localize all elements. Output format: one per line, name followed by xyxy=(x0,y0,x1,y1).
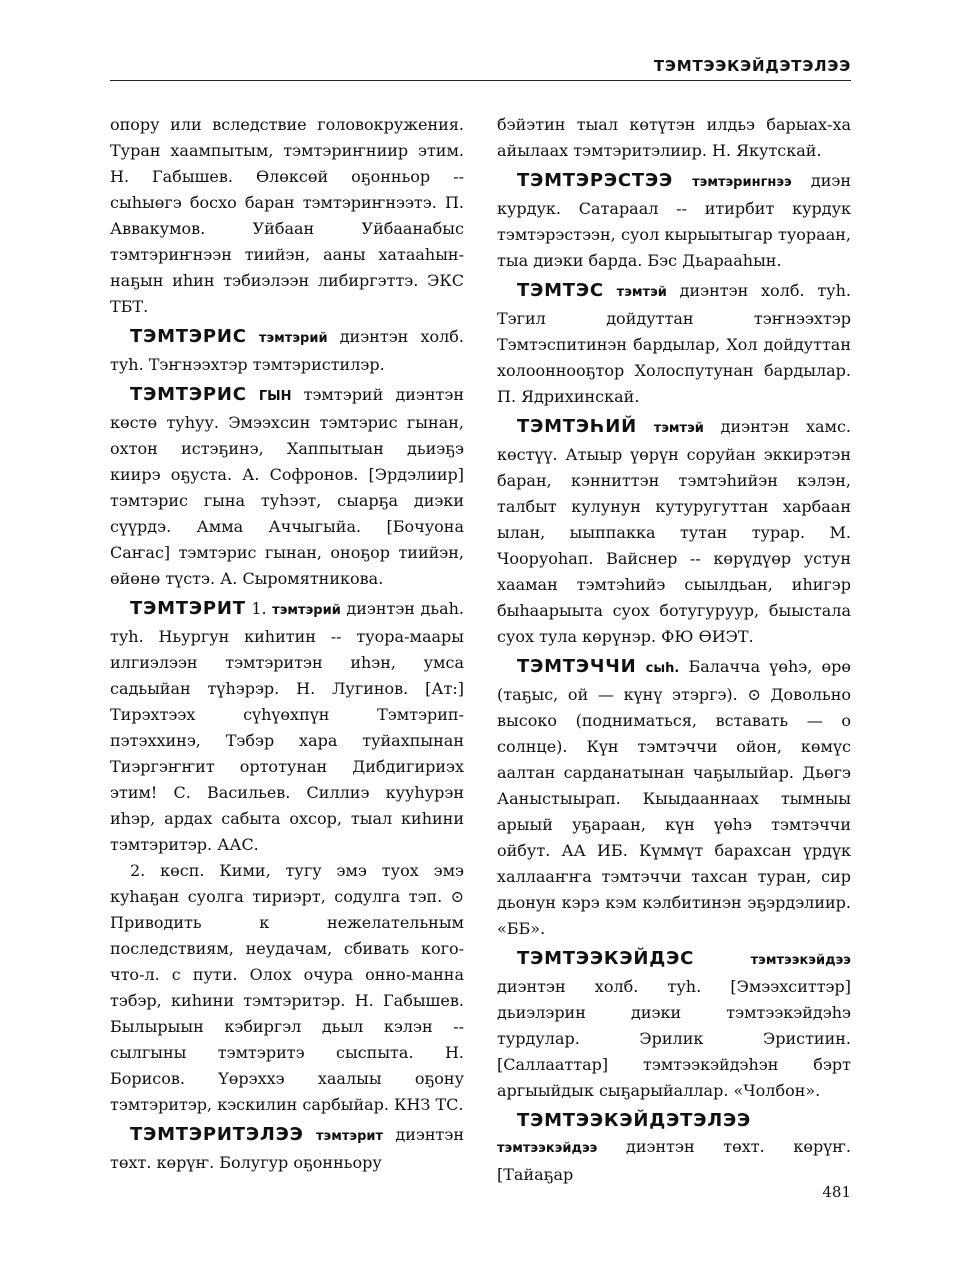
running-head xyxy=(110,56,851,81)
headword: ТЭМТЭРИТ xyxy=(130,598,246,619)
headword: ТЭМТЭЧЧИ xyxy=(517,656,637,677)
base-word: ГЫН xyxy=(258,389,292,404)
entry-temterestee: ТЭМТЭРЭСТЭЭ тэмтэрингнээ диэн курдук. Сатараал -- итирбит курдук тэмтэрэстээн, суол кырыытыгар туораан, тыа диэки барда. Бэс Дьарааһын. xyxy=(497,170,851,270)
entry-temteekeydetelee: ТЭМТЭЭКЭЙДЭТЭЛЭЭ тэмтээкэйдээ диэнтэн төхт. көрүҥ. [Тайаҕар xyxy=(497,1110,851,1184)
headword: ТЭМТЭРЭСТЭЭ xyxy=(517,170,673,191)
running-head-text: ТЭМТЭЭКЭЙДЭТЭЛЭЭ xyxy=(653,57,851,75)
entry-temterit-sense-2: 2. көсп. Кими, тугу эмэ туох эмэ куһаҕан суолга тириэрт, содулга тэп. ⊙ Приводить к нежелательным последствиям, неудачам, сбивать кого-что-л. с пути. Олох очура онно-манна тэбэр, киһини тэмтэритэр. Н. Габышев. Былырыын кэбиргэл дьыл кэлэн -- сылгыны тэмтэритэ сыспыта. Н. Борисов. Үөрэххэ хаалыы оҕону тэмтэритэр, кэскилин сарбыйар. КНЗ ТС. xyxy=(110,861,464,1114)
base-word: тэмтэрит xyxy=(315,1129,384,1144)
base-word: тэмтээкэйдээ xyxy=(750,953,851,968)
page-number: 481 xyxy=(822,1183,851,1201)
entry-temteris-gyn: ТЭМТЭРИС ГЫН тэмтэрий диэнтэн көстө туһуу. Эмээхсин тэмтэрис гынан, охтон истэҕинэ, Хаппытыан дьиэҕэ киирэ оҕуста. А. Софронов. [Эрдэлиир] тэмтэрис гына туһээт, сыарҕа диэки сүүрдэ. Амма Аччыгыйа. [Бочуона Саҥас] тэмтэрис гынан, оноҕор тиийэн, өйөнө түстэ. А. Сыромятникова. xyxy=(110,384,464,588)
entry-temteritelee: ТЭМТЭРИТЭЛЭЭ тэмтэрит диэнтэн төхт. көрүҥ. Болугур оҕонньору xyxy=(110,1124,464,1172)
base-word: тэмтэрингнээ xyxy=(692,175,792,190)
entry-temteekeydes: ТЭМТЭЭКЭЙДЭС тэмтээкэйдээ диэнтэн холб. туһ. [Эмээхситтэр] дьиэлэрин диэки тэмтээкэйдэһэ турдулар. Эрилик Эристиин. [Саллааттар] тэмтээкэйдэһэн бэрт аргыыйдык сыҕарыйаллар. «Чолбон». xyxy=(497,948,851,1100)
base-word: тэмтэй xyxy=(653,421,704,436)
headword: ТЭМТЭРИТЭЛЭЭ xyxy=(130,1124,304,1145)
right-column xyxy=(497,112,851,1188)
entry-temtechchi: ТЭМТЭЧЧИ сыһ. Балачча үөһэ, өрө (таҕыс, ой — күнү этэргэ). ⊙ Довольно высоко (подниматься, вставать — о солнце). Күн тэмтэччи ойон, көмүс аалтан сарданатынан чаҕылыйар. Дьөгэ Ааныстыырап. Кыыдааннаах тымныы арыый уҕараан, күн үөһэ тэмтэччи ойбут. АА ИБ. Күммүт барахсан үрдүк халлааҥҥа тэмтэччи тахсан туран, сир дьонун кэрэ кэм кэлбитинэн эҕэрдэлиир. «ББ». xyxy=(497,656,851,938)
entry-continuation-right: бэйэтин тыал көтүтэн илдьэ барыах-ха айылаах тэмтэритэлиир. Н. Якутскай. xyxy=(497,115,851,160)
entry-temtehiy: ТЭМТЭҺИЙ тэмтэй диэнтэн хамс. көстүү. Атыыр үөрүн соруйан эккирэтэн баран, кэнниттэн тэмтэһийэн кэлэн, талбыт кулунун кутуругуттан харбаан ылан, ыыппакка тутан турар. М. Чооруоһап. Вайснер -- көрүдүөр устун хааман тэмтэһийэ сыылдьан, иһигэр быһаарыыта суох ботугуруур, быыстала суох тула көрүнэр. ФЮ ӨИЭТ. xyxy=(497,416,851,646)
headword: ТЭМТЭЭКЭЙДЭТЭЛЭЭ xyxy=(517,1110,751,1131)
entry-temteris: ТЭМТЭРИС тэмтэрий диэнтэн холб. туһ. Тэҥнээхтэр тэмтэристилэр. xyxy=(110,326,465,374)
entry-temterit: ТЭМТЭРИТ 1. тэмтэрий диэнтэн дьаһ. туһ. Ньургун киһитин -- туора-маары илгиэлээн тэмтэритэн иһэн, умса садьыйан түһэрэр. Н. Лугинов. [Ат:] Тирэхтээх сүһүөхпүн Тэмтэрип-пэтэххинэ, Тэбэр хара туйахпынан Тиэргэҥҥит ортотунан Дибдигириэх этим! С. Васильев. Силлиэ кууһурэн иһэр, ардах сабыта охсор, тыал киһини тэмтэритэр. ААС. xyxy=(110,598,464,854)
base-word: сыһ. xyxy=(645,661,680,676)
base-word: тэмтэрий xyxy=(258,331,328,346)
headword: ТЭМТЭРИС xyxy=(130,326,247,347)
headword: ТЭМТЭҺИЙ xyxy=(517,416,637,437)
headword: ТЭМТЭРИС xyxy=(130,384,247,405)
entry-continuation: опору или вследствие головокружения. Туран хаампытым, тэмтэриҥниир этим. Н. Габышев. Өлөксөй оҕонньор -- сыһыөгэ босхо баран тэмтэриҥнээтэ. П. Аввакумов. Уйбаан Уйбаанабыс тэмтэриҥнээн тиийэн, ааны хатааһын-наҕын иһин тэбиэлээн либиргэттэ. ЭКС ТБТ. xyxy=(110,115,464,316)
base-word: тэмтээкэйдээ xyxy=(497,1141,598,1156)
headword: ТЭМТЭС xyxy=(517,280,604,301)
headword: ТЭМТЭЭКЭЙДЭС xyxy=(517,948,695,969)
base-word: тэмтэй xyxy=(616,285,667,300)
left-column xyxy=(110,112,464,1176)
base-word: тэмтэрий xyxy=(272,603,341,618)
entry-temtes: ТЭМТЭС тэмтэй диэнтэн холб. туһ. Тэгил дойдуттан тэҥнээхтэр Тэмтэспитинэн бардылар, Хол дойдуттан холооннооҕтор Холоспутунан бардылар. П. Ядрихинскай. xyxy=(497,280,851,406)
